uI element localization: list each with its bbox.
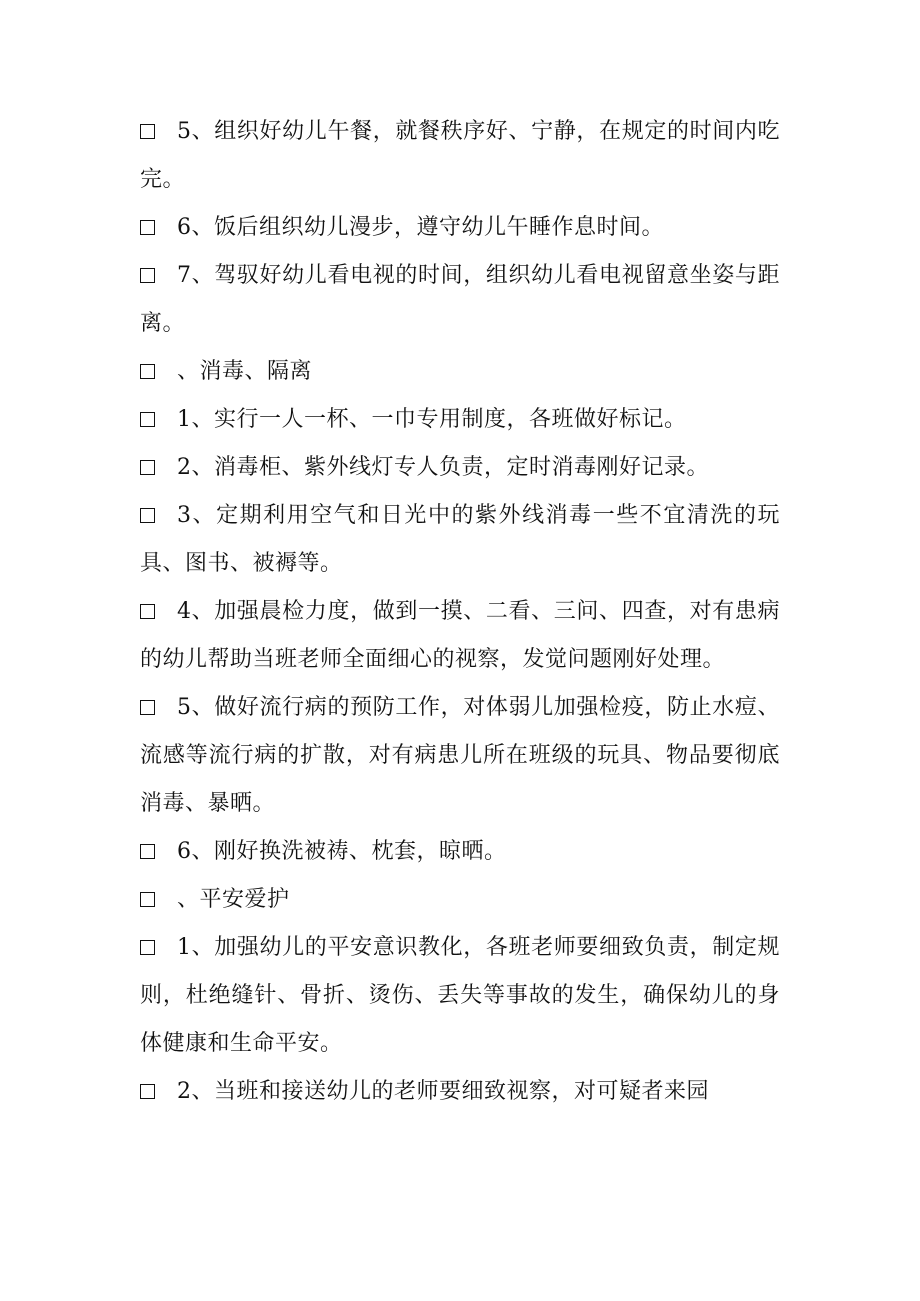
paragraph-11: 2、当班和接送幼儿的老师要细致视察，对可疑者来园 — [140, 1068, 780, 1116]
checkbox-icon — [140, 604, 155, 619]
checkbox-icon — [140, 364, 155, 379]
checkbox-icon — [140, 124, 155, 139]
paragraph-9: 6、刚好换洗被祷、枕套，晾晒。 — [140, 828, 780, 876]
checkbox-icon — [140, 220, 155, 235]
checkbox-icon — [140, 940, 155, 955]
paragraph-2: 6、饭后组织幼儿漫步，遵守幼儿午睡作息时间。 — [140, 204, 780, 252]
checkbox-icon — [140, 268, 155, 283]
checkbox-icon — [140, 844, 155, 859]
checkbox-icon — [140, 412, 155, 427]
section-heading-disinfection: 、消毒、隔离 — [140, 348, 780, 396]
paragraph-7: 4、加强晨检力度，做到一摸、二看、三问、四查，对有患病的幼儿帮助当班老师全面细心的视察，发觉问题刚好处理。 — [140, 599, 780, 672]
paragraph-1: 5、组织好幼儿午餐，就餐秩序好、宁静，在规定的时间内吃完。 — [140, 119, 780, 192]
checkbox-icon — [140, 700, 155, 715]
checkbox-icon — [140, 460, 155, 475]
paragraph-6: 3、定期利用空气和日光中的紫外线消毒一些不宜清洗的玩具、图书、被褥等。 — [140, 503, 780, 576]
section-heading-safety: 、平安爱护 — [140, 876, 780, 924]
checkbox-icon — [140, 508, 155, 523]
checkbox-icon — [140, 1084, 155, 1099]
paragraph-3: 7、驾驭好幼儿看电视的时间，组织幼儿看电视留意坐姿与距离。 — [140, 263, 780, 336]
document-body — [140, 108, 780, 1116]
paragraph-4: 1、实行一人一杯、一巾专用制度，各班做好标记。 — [140, 396, 780, 444]
paragraph-5: 2、消毒柜、紫外线灯专人负责，定时消毒刚好记录。 — [140, 444, 780, 492]
paragraph-8: 5、做好流行病的预防工作，对体弱儿加强检疫，防止水痘、流感等流行病的扩散，对有病患儿所在班级的玩具、物品要彻底消毒、暴晒。 — [140, 695, 780, 816]
paragraph-10: 1、加强幼儿的平安意识教化，各班老师要细致负责，制定规则，杜绝缝针、骨折、烫伤、丢失等事故的发生，确保幼儿的身体健康和生命平安。 — [140, 935, 780, 1056]
checkbox-icon — [140, 892, 155, 907]
